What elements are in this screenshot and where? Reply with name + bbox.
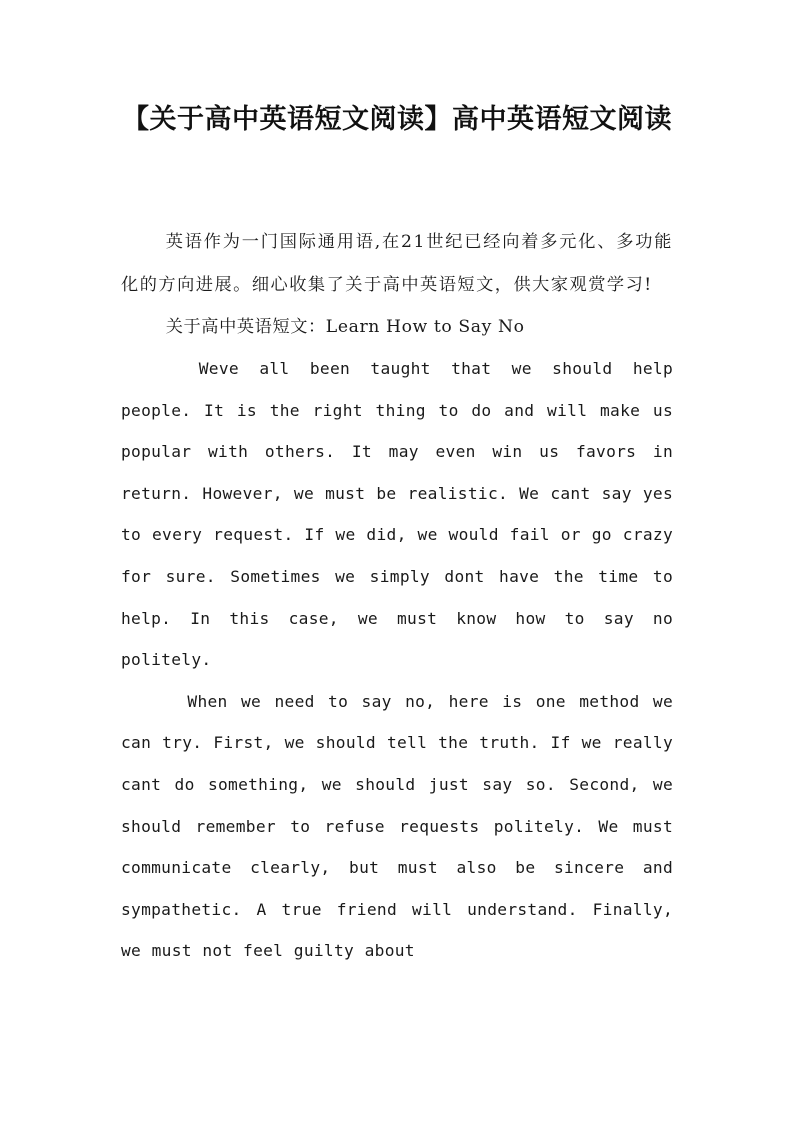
article-paragraph-2: When we need to say no, here is one method we can try. First, we should tell the truth. If we really cant do something, we should just say so. Second, we should remember to refuse requests politely. We must communicate clearly, but must also be sincere and sympathetic. A true friend will understand. Finally, we must not feel guilty about bbox=[121, 691, 673, 961]
document-title: 【关于高中英语短文阅读】高中英语短文阅读 bbox=[122, 104, 672, 135]
intro-paragraph: 英语作为一门国际通用语,在21世纪已经向着多元化、多功能化的方向进展。细心收集了关于高中英语短文，供大家观赏学习! bbox=[121, 232, 673, 295]
article-subheading: 关于高中英语短文：Learn How to Say No bbox=[165, 317, 525, 337]
document-body bbox=[121, 221, 673, 972]
article-paragraph-1: Weve all been taught that we should help people. It is the right thing to do and will make us popular with others. It may even win us favors in return. However, we must be realistic. We cant say yes to every request. If we did, we would fail or go crazy for sure. Sometimes we simply dont have the time to help. In this case, we must know how to say no politely. bbox=[121, 359, 673, 670]
